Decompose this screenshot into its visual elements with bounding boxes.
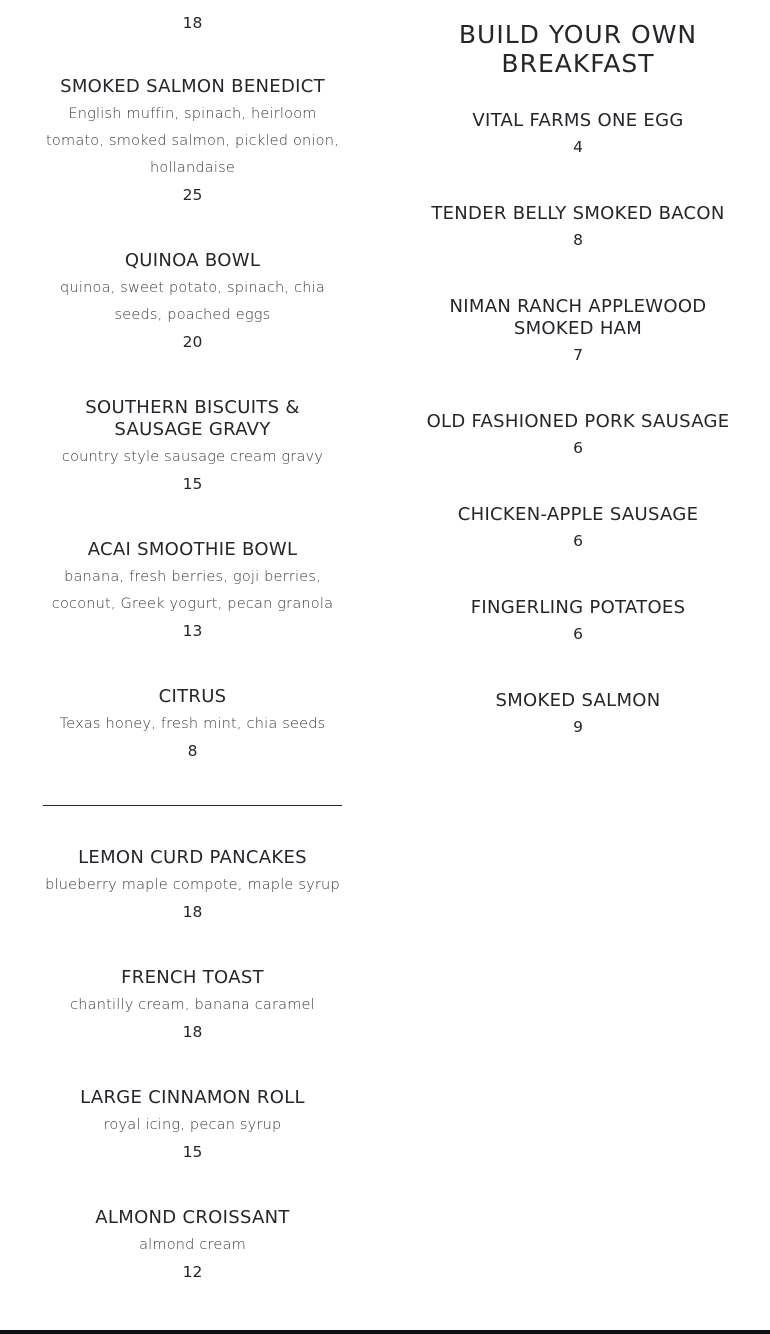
menu-item-name: TENDER BELLY SMOKED BACON	[431, 203, 725, 224]
menu-item-description: chantilly cream, banana caramel	[70, 997, 315, 1013]
menu-item-price: 6	[573, 439, 583, 457]
menu-item-price: 9	[573, 718, 583, 736]
menu-item	[425, 411, 731, 462]
bottom-border	[0, 1330, 770, 1334]
menu-item	[43, 1087, 342, 1166]
menu-item	[43, 686, 342, 765]
menu-item	[43, 250, 342, 356]
menu-item-price: 20	[182, 333, 203, 351]
menu-item-description: royal icing, pecan syrup	[103, 1117, 282, 1133]
menu-item-name: LARGE CINNAMON ROLL	[80, 1087, 305, 1108]
menu-item-name: SOUTHERN BISCUITS & SAUSAGE GRAVY	[85, 397, 300, 440]
menu-item-name: ACAI SMOOTHIE BOWL	[87, 539, 298, 560]
menu-item	[43, 539, 342, 645]
menu-item-description: blueberry maple compote, maple syrup	[45, 877, 340, 893]
menu-item-price: 15	[182, 1143, 203, 1161]
menu-item	[43, 76, 342, 209]
menu-item	[425, 203, 731, 254]
menu-item-description: quinoa, sweet potato, spinach, chia seeds, poached eggs	[60, 280, 325, 323]
menu-item	[425, 110, 731, 161]
menu-item	[43, 967, 342, 1046]
menu-item-description: banana, fresh berries, goji berries, coconut, Greek yogurt, pecan granola	[51, 569, 334, 612]
menu-item-price: 6	[573, 532, 583, 550]
left-menu-column	[43, 0, 342, 1334]
menu-item-price: 4	[573, 138, 583, 156]
menu-item-name: SMOKED SALMON BENEDICT	[60, 76, 325, 97]
menu-item-description: country style sausage cream gravy	[61, 449, 324, 465]
menu-item-cut-off	[43, 10, 342, 37]
menu-item-description: almond cream	[139, 1237, 246, 1253]
menu-item-price: 25	[182, 186, 203, 204]
menu-item-price: 8	[187, 742, 198, 760]
menu-item	[425, 504, 731, 555]
menu-item	[425, 597, 731, 648]
menu-item-price: 15	[182, 475, 203, 493]
menu-item-name: ALMOND CROISSANT	[95, 1207, 290, 1228]
menu-item	[425, 296, 731, 369]
menu-item-name: LEMON CURD PANCAKES	[78, 847, 307, 868]
menu-item-name: OLD FASHIONED PORK SAUSAGE	[426, 411, 730, 432]
menu-item-price: 7	[573, 346, 583, 364]
menu-item-price: 18	[182, 1023, 203, 1041]
menu-item-name: CHICKEN-APPLE SAUSAGE	[457, 504, 699, 525]
menu-item-name: FRENCH TOAST	[121, 967, 264, 988]
menu-item	[43, 847, 342, 926]
section-divider	[43, 805, 342, 806]
menu-item-price: 18	[182, 903, 203, 921]
menu-item-price: 8	[573, 231, 583, 249]
menu-item-name: CITRUS	[158, 686, 227, 707]
menu-item-name: SMOKED SALMON	[495, 690, 661, 711]
menu-item-price: 6	[573, 625, 583, 643]
menu-item	[43, 397, 342, 498]
menu-item-price: 18	[182, 14, 203, 32]
menu-item-name: NIMAN RANCH APPLEWOOD SMOKED HAM	[449, 296, 707, 339]
menu-item-price: 13	[182, 622, 203, 640]
menu-item	[43, 1207, 342, 1286]
menu-item-name: QUINOA BOWL	[124, 250, 261, 271]
menu-item-description: Texas honey, fresh mint, chia seeds	[59, 716, 326, 732]
menu-item-price: 12	[182, 1263, 203, 1281]
menu-item	[425, 690, 731, 741]
section-title: BUILD YOUR OWN BREAKFAST	[458, 20, 698, 78]
menu-item-description: English muffin, spinach, heirloom tomato, smoked salmon, pickled onion, hollandaise	[46, 106, 339, 176]
menu-item-name: FINGERLING POTATOES	[470, 597, 686, 618]
menu-item-name: VITAL FARMS ONE EGG	[472, 110, 684, 131]
build-your-own-breakfast-column	[425, 0, 731, 760]
